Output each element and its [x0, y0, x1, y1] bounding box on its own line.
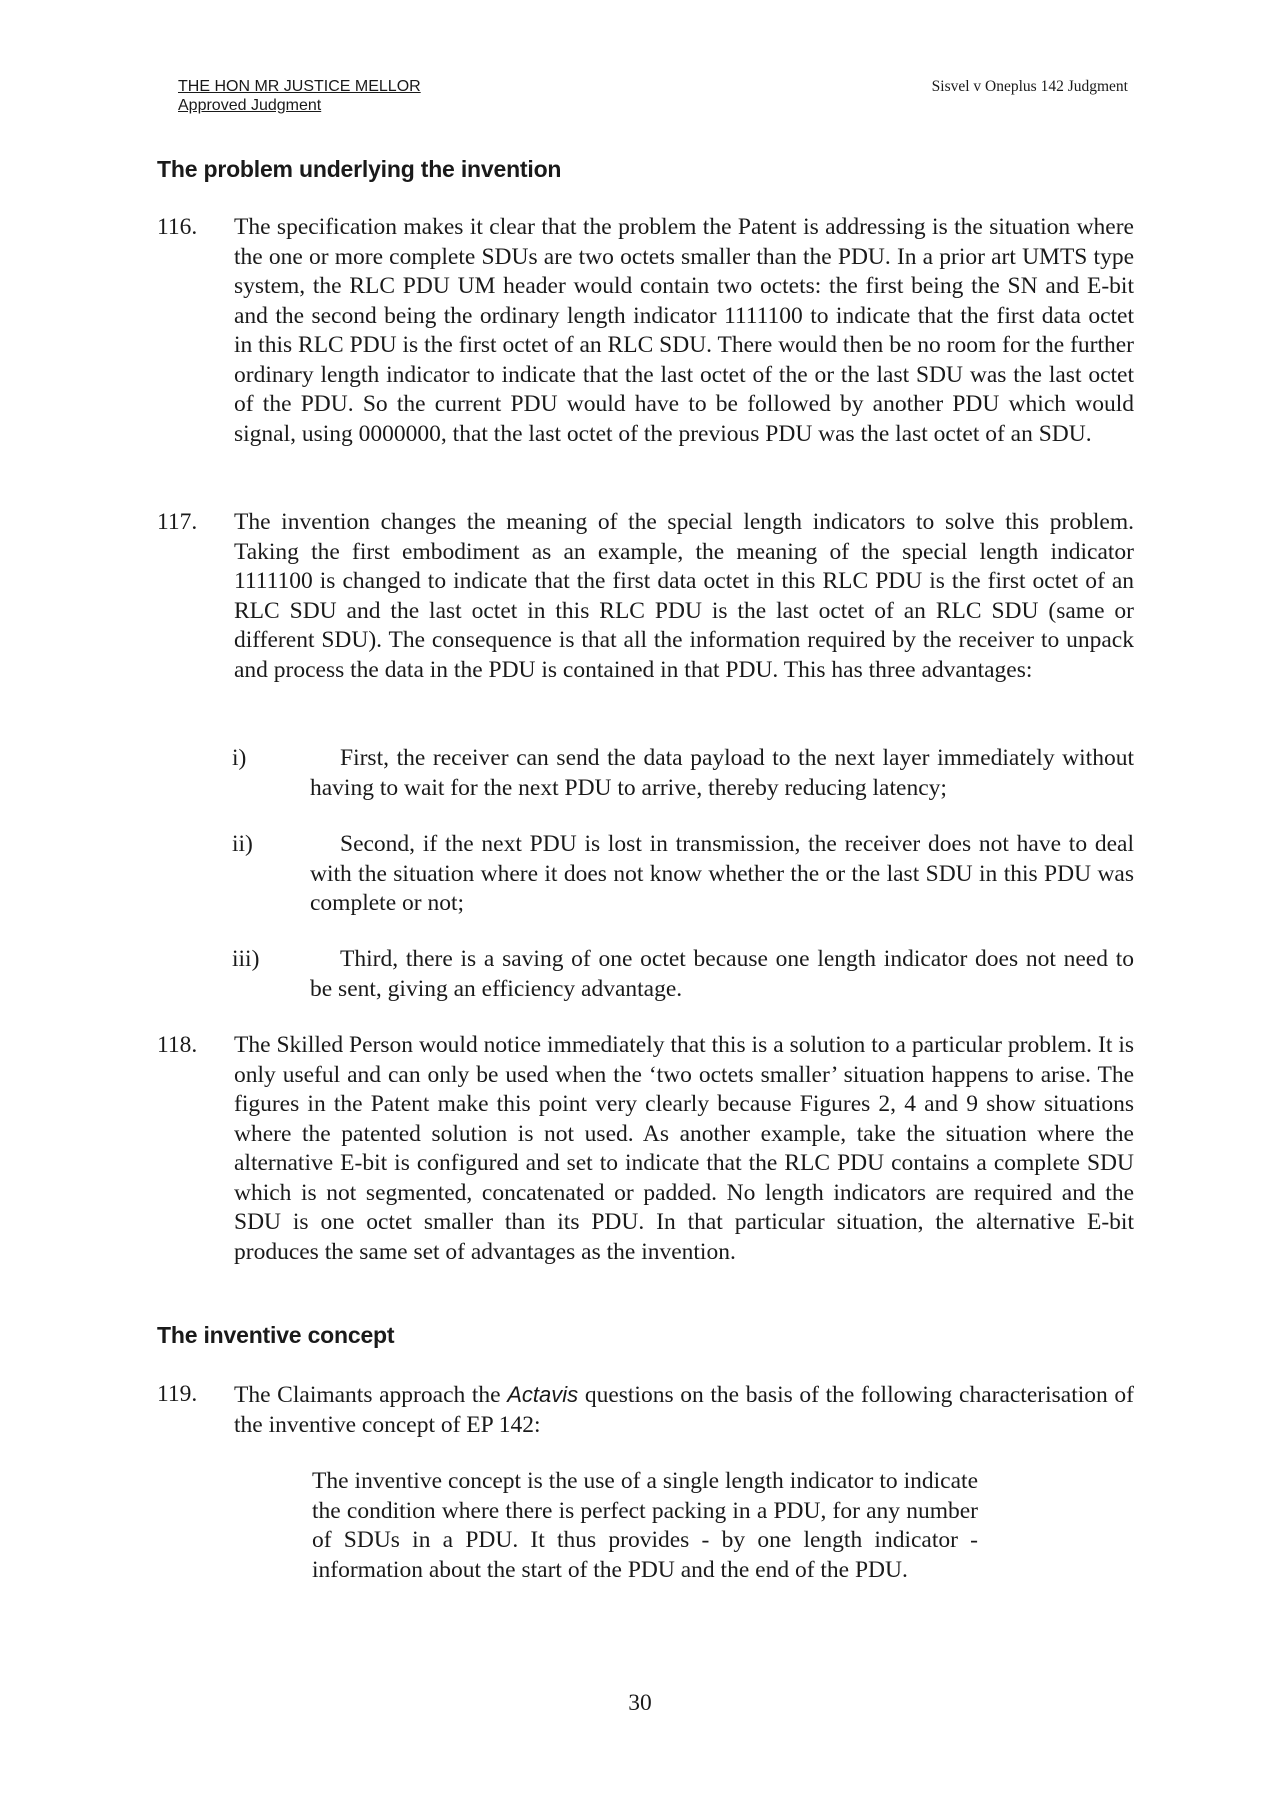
judge-name: THE HON MR JUSTICE MELLOR [178, 78, 421, 95]
paragraph-116 [157, 213, 1134, 449]
paragraph-number: 117. [157, 509, 198, 535]
list-item-label: iii) [232, 946, 260, 972]
list-item-text: Second, if the next PDU is lost in transmission, the receiver does not have to deal with the situation where it does not know whether the or the last SDU in this PDU was complete or not; [310, 831, 1134, 916]
paragraph-text-end: questions on the basis of the following characterisation of the inventive concept of EP 142: [234, 1382, 1134, 1438]
list-item-text: First, the receiver can send the data payload to the next layer immediately without having to wait for the next PDU to arrive, thereby reducing latency; [310, 745, 1134, 801]
section-heading-problem: The problem underlying the invention [157, 156, 562, 182]
case-title: Sisvel v Oneplus 142 Judgment [931, 78, 1128, 95]
paragraph-number: 119. [157, 1381, 198, 1407]
judgment-status: Approved Judgment [178, 97, 322, 114]
paragraph-text: The Skilled Person would notice immediately that this is a solution to a particular problem. It is only useful and can only be used when the ‘two octets smaller’ situation happens to arise. The figures in the Patent make this point very clearly because Figures 2, 4 and 9 show situations where the patented solution is not used. As another example, take the situation where the alternative E-bit is configured and set to indicate that the RLC PDU contains a complete SDU which is not segmented, concatenated or padded. No length indicators are required and the SDU is one octet smaller than its PDU. In that particular situation, the alternative E-bit produces the same set of advantages as the invention. [234, 1032, 1134, 1265]
paragraph-119 [157, 1380, 1134, 1440]
page-number: 30 [628, 1690, 652, 1716]
case-name-italic: Actavis [507, 1382, 579, 1407]
paragraph-text-start: The Claimants approach the [234, 1382, 508, 1408]
paragraph-number: 116. [157, 214, 198, 240]
block-quote: The inventive concept is the use of a single length indicator to indicate the condition where there is perfect packing in a PDU, for any number of SDUs in a PDU. It thus provides - by one length indicator - information about the start of the PDU and the end of the PDU. [312, 1468, 978, 1583]
section-heading-concept: The inventive concept [157, 1322, 395, 1348]
list-item-label: i) [232, 745, 247, 771]
paragraph-text: The specification makes it clear that the problem the Patent is addressing is the situation where the one or more complete SDUs are two octets smaller than the PDU. In a prior art UMTS type system, the RLC PDU UM header would contain two octets: the first being the SN and E-bit and the second being the ordinary length indicator 1111100 to indicate that the first data octet in this RLC PDU is the first octet of an RLC SDU. There would then be no room for the further ordinary length indicator to indicate that the last octet of the or the last SDU was the last octet of the PDU. So the current PDU would have to be followed by another PDU which would signal, using 0000000, that the last octet of the previous PDU was the last octet of an SDU. [234, 214, 1134, 447]
list-item [232, 830, 1134, 919]
list-item [232, 744, 1134, 803]
paragraph-117 [157, 508, 1134, 685]
list-item [232, 945, 1134, 1004]
paragraph-text [234, 1380, 1134, 1440]
list-item-label: ii) [232, 831, 253, 857]
paragraph-number: 118. [157, 1032, 198, 1058]
list-item-text: Third, there is a saving of one octet because one length indicator does not need to be sent, giving an efficiency advantage. [310, 946, 1134, 1002]
paragraph-text: The invention changes the meaning of the special length indicators to solve this problem. Taking the first embodiment as an example, the meaning of the special length indicator 1111100 is changed to indicate that the first data octet in this RLC PDU is the first octet of an RLC SDU and the last octet in this RLC PDU is the last octet of an RLC SDU (same or different SDU). The consequence is that all the information required by the receiver to unpack and process the data in the PDU is contained in that PDU. This has three advantages: [234, 509, 1134, 683]
running-header-left [178, 77, 421, 115]
paragraph-118 [157, 1031, 1134, 1267]
